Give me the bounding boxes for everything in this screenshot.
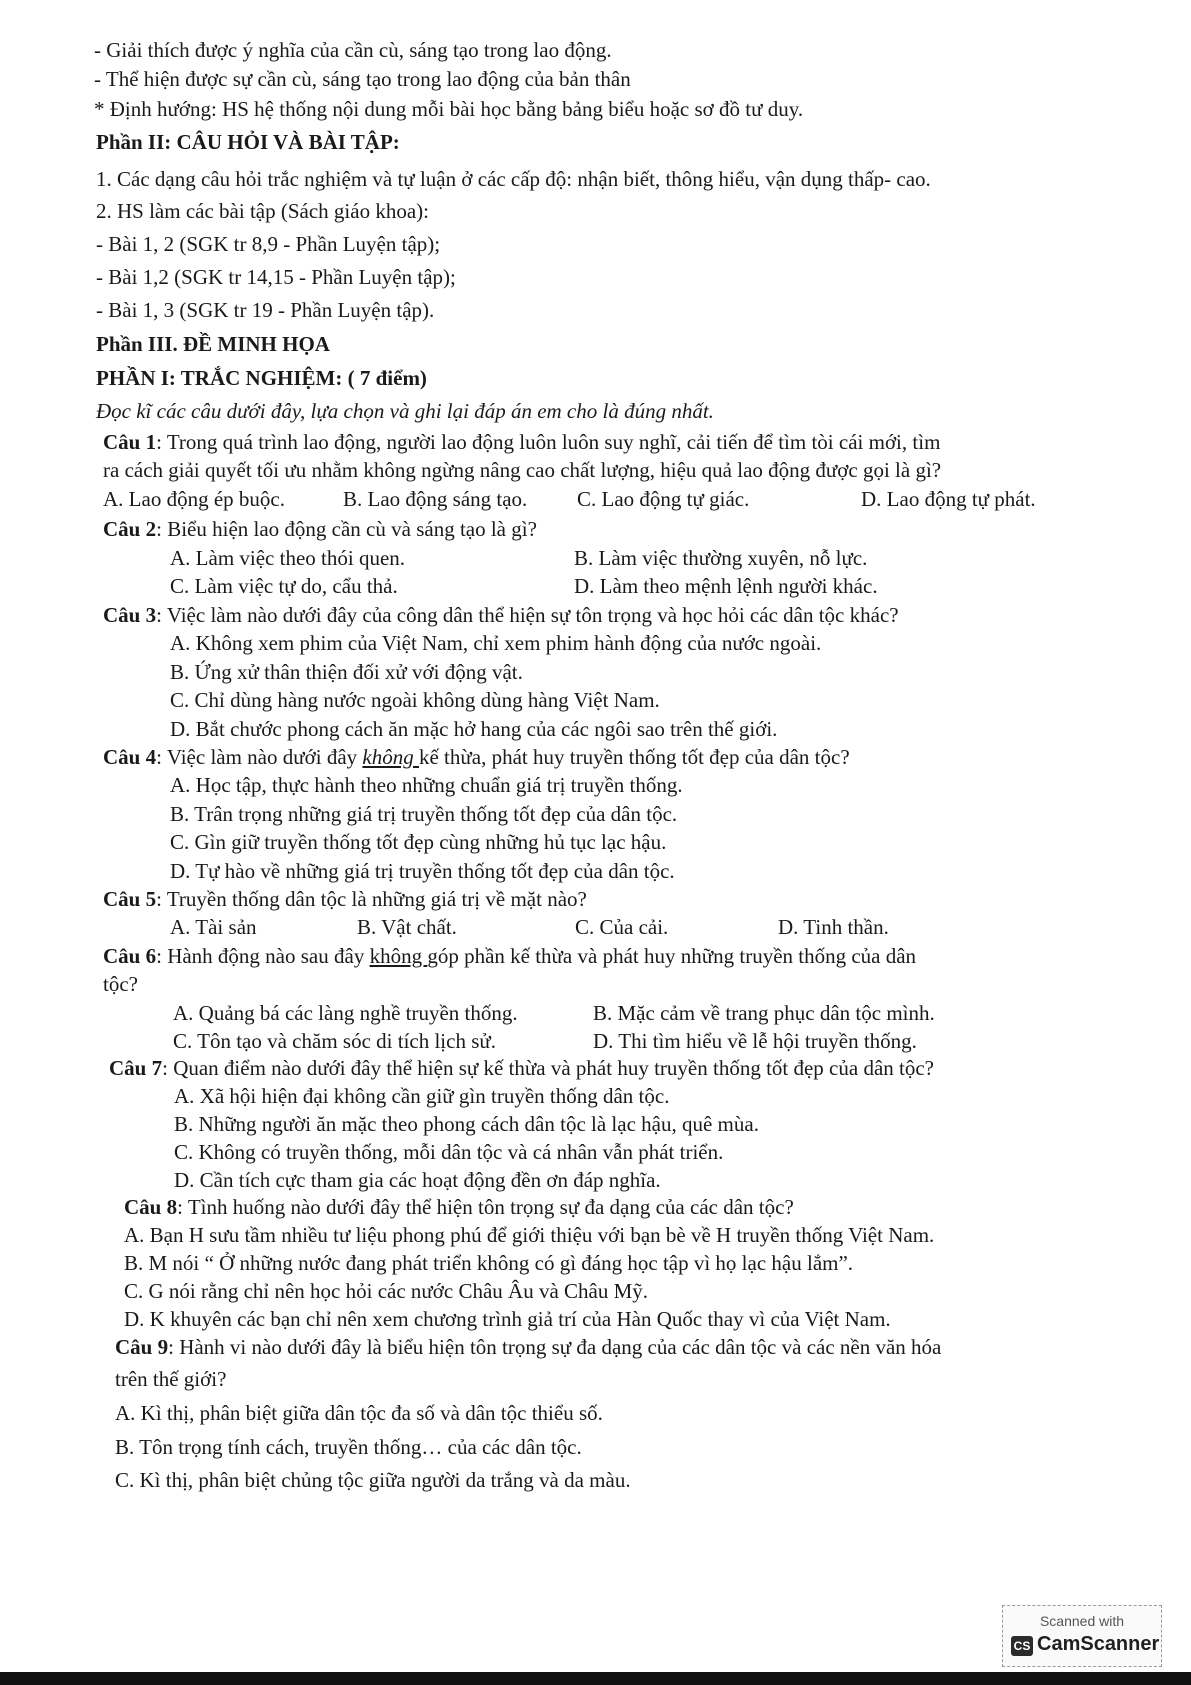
q1-option-c: C. Lao động tự giác.: [577, 487, 750, 511]
q4-option-b: B. Trân trọng những giá trị truyền thống tốt đẹp của dân tộc.: [170, 802, 678, 826]
question-label: Câu 7: [109, 1056, 163, 1080]
question-label: Câu 4: [103, 745, 157, 769]
question-2: [103, 516, 537, 542]
watermark-brand: CamScanner: [1037, 1633, 1160, 1655]
question-text-rest: góp phần kế thừa và phát huy những truyền thống của dân: [427, 944, 917, 968]
question-text: : Quan điểm nào dưới đây thể hiện sự kế thừa và phát huy truyền thống tốt đẹp của dân tộc?: [162, 1056, 934, 1080]
part2-item-3: - Bài 1, 2 (SGK tr 8,9 - Phần Luyện tập);: [96, 232, 441, 256]
q4-option-d: D. Tự hào về những giá trị truyền thống tốt đẹp của dân tộc.: [170, 859, 675, 883]
q6-option-c: C. Tôn tạo và chăm sóc di tích lịch sử.: [173, 1029, 497, 1053]
question-1: [103, 429, 940, 455]
question-text: : Hành vi nào dưới đây là biểu hiện tôn trọng sự đa dạng của các dân tộc và các nền văn hóa: [168, 1335, 942, 1359]
part2-item-4: - Bài 1,2 (SGK tr 14,15 - Phần Luyện tập);: [96, 265, 456, 289]
q8-option-c: C. G nói rằng chỉ nên học hỏi các nước Châu Âu và Châu Mỹ.: [124, 1279, 649, 1303]
q9-option-c: C. Kì thị, phân biệt chủng tộc giữa người da trắng và da màu.: [115, 1468, 631, 1492]
question-8: [124, 1194, 794, 1220]
q5-option-b: B. Vật chất.: [357, 915, 457, 939]
q7-option-b: B. Những người ăn mặc theo phong cách dân tộc là lạc hậu, quê mùa.: [174, 1112, 759, 1136]
question-5: [103, 886, 587, 912]
question-text: : Biểu hiện lao động cần cù và sáng tạo là gì?: [156, 517, 537, 541]
part2-item-5: - Bài 1, 3 (SGK tr 19 - Phần Luyện tập).: [96, 298, 435, 322]
q6-option-b: B. Mặc cảm về trang phục dân tộc mình.: [593, 1001, 935, 1025]
part3-instruction: Đọc kĩ các câu dưới đây, lựa chọn và ghi lại đáp án em cho là đúng nhất.: [96, 399, 714, 423]
scan-edge-bar: [0, 1672, 1191, 1685]
q1-option-a: A. Lao động ép buộc.: [103, 487, 285, 511]
question-1-cont: ra cách giải quyết tối ưu nhằm không ngừng nâng cao chất lượng, hiệu quả lao động được gọi là gì?: [103, 458, 942, 482]
q8-option-a: A. Bạn H sưu tầm nhiều tư liệu phong phú để giới thiệu với bạn bè về H truyền thống Việt Nam.: [124, 1223, 935, 1247]
intro-line-1: - Giải thích được ý nghĩa của cần cù, sáng tạo trong lao động.: [94, 38, 612, 62]
q1-option-b: B. Lao động sáng tạo.: [343, 487, 528, 511]
q4-option-c: C. Gìn giữ truyền thống tốt đẹp cùng những hủ tục lạc hậu.: [170, 830, 667, 854]
question-text: : Truyền thống dân tộc là những giá trị về mặt nào?: [156, 887, 587, 911]
q5-option-a: A. Tài sản: [170, 915, 257, 939]
question-label: Câu 9: [115, 1335, 169, 1359]
q6-option-d: D. Thi tìm hiểu về lễ hội truyền thống.: [593, 1029, 917, 1053]
q2-option-b: B. Làm việc thường xuyên, nỗ lực.: [574, 546, 868, 570]
question-text: : Trong quá trình lao động, người lao động luôn luôn suy nghĩ, cải tiến để tìm tòi cái mới, tìm: [156, 430, 941, 454]
q3-option-d: D. Bắt chước phong cách ăn mặc hở hang của các ngôi sao trên thế giới.: [170, 717, 778, 741]
q7-option-c: C. Không có truyền thống, mỗi dân tộc và cá nhân vẫn phát triển.: [174, 1140, 724, 1164]
q8-option-d: D. K khuyên các bạn chỉ nên xem chương trình giả trí của Hàn Quốc thay vì của Việt Nam.: [124, 1307, 891, 1331]
part2-item-2: 2. HS làm các bài tập (Sách giáo khoa):: [96, 199, 429, 223]
q3-option-a: A. Không xem phim của Việt Nam, chỉ xem phim hành động của nước ngoài.: [170, 631, 822, 655]
q3-option-c: C. Chỉ dùng hàng nước ngoài không dùng hàng Việt Nam.: [170, 688, 660, 712]
intro-line-2: - Thể hiện được sự cần cù, sáng tạo trong lao động của bản thân: [94, 67, 631, 91]
q5-option-c: C. Của cải.: [575, 915, 669, 939]
q1-option-d: D. Lao động tự phát.: [861, 487, 1036, 511]
q5-option-d: D. Tinh thần.: [778, 915, 889, 939]
q7-option-a: A. Xã hội hiện đại không cần giữ gìn truyền thống dân tộc.: [174, 1084, 670, 1108]
q8-option-b: B. M nói “ Ở những nước đang phát triển không có gì đáng học tập vì họ lạc hậu lắm”.: [124, 1251, 854, 1275]
question-6: [103, 943, 916, 969]
question-text-rest: kế thừa, phát huy truyền thống tốt đẹp của dân tộc?: [418, 745, 850, 769]
camscanner-logo-icon: CS: [1011, 1636, 1033, 1656]
watermark-caption: Scanned with: [1039, 1613, 1125, 1629]
part2-heading: Phần II: CÂU HỎI VÀ BÀI TẬP:: [96, 130, 400, 154]
q2-option-a: A. Làm việc theo thói quen.: [170, 546, 406, 570]
q2-option-c: C. Làm việc tự do, cẩu thả.: [170, 574, 398, 598]
question-label: Câu 3: [103, 603, 157, 627]
question-label: Câu 2: [103, 517, 157, 541]
intro-line-3: * Định hướng: HS hệ thống nội dung mỗi bài học bằng bảng biểu hoặc sơ đồ tư duy.: [94, 97, 804, 121]
part2-item-1: 1. Các dạng câu hỏi trắc nghiệm và tự luận ở các cấp độ: nhận biết, thông hiểu, vận dụng thấp- cao.: [96, 167, 931, 191]
question-label: Câu 5: [103, 887, 157, 911]
q9-option-a: A. Kì thị, phân biệt giữa dân tộc đa số và dân tộc thiểu số.: [115, 1401, 603, 1425]
question-7: [109, 1055, 934, 1081]
emphasis-not: không: [362, 745, 419, 769]
q9-option-b: B. Tôn trọng tính cách, truyền thống… của các dân tộc.: [115, 1435, 582, 1459]
q4-option-a: A. Học tập, thực hành theo những chuẩn giá trị truyền thống.: [170, 773, 683, 797]
q3-option-b: B. Ứng xử thân thiện đối xử với động vật.: [170, 660, 523, 684]
emphasis-not: không: [369, 944, 428, 968]
question-label: Câu 8: [124, 1195, 178, 1219]
question-9-cont: trên thế giới?: [115, 1367, 227, 1391]
question-3: [103, 602, 899, 628]
question-text: : Việc làm nào dưới đây của công dân thể hiện sự tôn trọng và học hỏi các dân tộc khác?: [156, 603, 899, 627]
q2-option-d: D. Làm theo mệnh lệnh người khác.: [574, 574, 878, 598]
part3-heading: Phần III. ĐỀ MINH HỌA: [96, 332, 330, 356]
part3-subheading: PHẦN I: TRẮC NGHIỆM: ( 7 điểm): [96, 366, 427, 390]
question-label: Câu 6: [103, 944, 157, 968]
question-6-cont: tộc?: [103, 972, 138, 996]
question-label: Câu 1: [103, 430, 157, 454]
question-text: : Hành động nào sau đây: [156, 944, 370, 968]
camscanner-watermark: [1002, 1605, 1162, 1667]
q7-option-d: D. Cần tích cực tham gia các hoạt động đền ơn đáp nghĩa.: [174, 1168, 661, 1192]
question-text: : Tình huống nào dưới đây thể hiện tôn trọng sự đa dạng của các dân tộc?: [177, 1195, 794, 1219]
q6-option-a: A. Quảng bá các làng nghề truyền thống.: [173, 1001, 518, 1025]
question-9: [115, 1334, 941, 1360]
question-4: [103, 744, 850, 770]
question-text: : Việc làm nào dưới đây: [156, 745, 363, 769]
